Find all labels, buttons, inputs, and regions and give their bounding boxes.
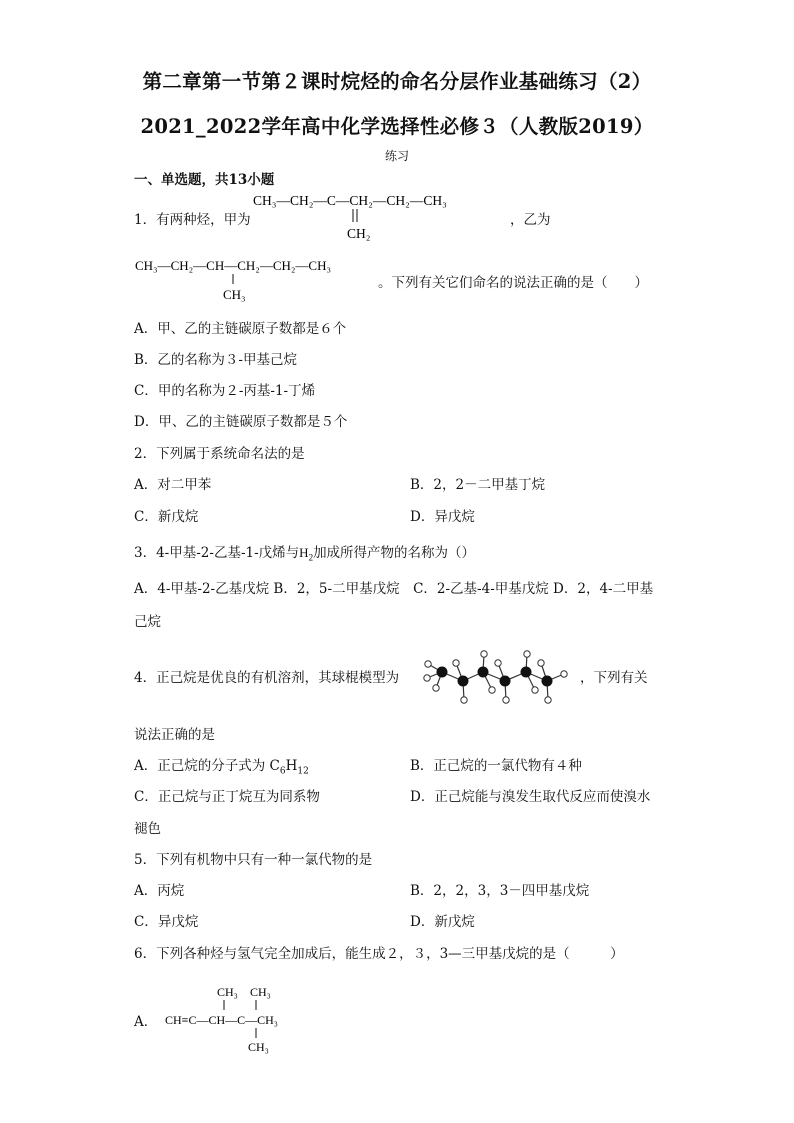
page-title: 第二章第一节第２课时烷烃的命名分层作业基础练习（2） <box>142 70 652 93</box>
q1-option-b[interactable]: B．乙的名称为３-甲基己烷 <box>134 352 297 368</box>
methyl-bottom: CH₃ <box>248 1040 269 1054</box>
q4-stem-b: ，下列有关 <box>580 670 648 686</box>
q5-option-a[interactable]: A．丙烷 <box>134 883 185 899</box>
q1-stem-b: ，乙为 <box>510 212 551 228</box>
q3-options-line2: 己烷 <box>134 614 161 630</box>
q4-option-d-cont: 褪色 <box>134 821 161 837</box>
structure-jia-main: CH₃—CH₂—C—CH₂—CH₂—CH₃ <box>253 193 447 208</box>
page-title-line2: 2021_2022学年高中化学选择性必修３（人教版2019） <box>140 115 654 138</box>
structure-jia-branch: CH₂ <box>347 226 371 241</box>
q1-option-c[interactable]: C．甲的名称为２-丙基-1-丁烯 <box>134 383 316 399</box>
q2-option-b[interactable]: B．2，2－二甲基丁烷 <box>410 477 546 493</box>
q3-stem <box>134 541 475 563</box>
q4-stem-a: 4．正己烷是优良的有机溶剂，其球棍模型为 <box>134 670 400 686</box>
q4-option-a-text: A．正己烷的分子式为 C <box>134 758 280 774</box>
hydrogen-formula <box>299 545 314 563</box>
q5-option-d[interactable]: D．新戊烷 <box>410 914 475 930</box>
h-symbol: H <box>299 545 309 560</box>
structure-yi-main: CH₃—CH₂—CH—CH₂—CH₂—CH₃ <box>135 258 332 273</box>
carbon-subscript: 6 <box>279 766 286 777</box>
q6-option-a-structure <box>162 982 302 1056</box>
q2-stem: 2．下列属于系统命名法的是 <box>134 446 305 462</box>
q6-stem: 6．下列各种烃与氢气完全加成后，能生成２，３，3—三甲基戊烷的是（ ） <box>134 946 624 962</box>
q1-option-a[interactable]: A．甲、乙的主链碳原子数都是６个 <box>134 321 347 337</box>
q6-a-main-chain: CH≡C—CH—C—CH₃ <box>165 1013 278 1027</box>
q1-stem-a: 1．有两种烃，甲为 <box>134 212 251 228</box>
structure-yi <box>133 253 383 305</box>
q2-option-a[interactable]: A．对二甲苯 <box>134 477 212 493</box>
h-subscript: 2 <box>308 552 314 563</box>
q5-option-b[interactable]: B．2，2，3，3－四甲基戊烷 <box>410 883 590 899</box>
hexane-ball-stick-model <box>418 650 578 710</box>
q1-stem-c: 。下列有关它们命名的说法正确的是（ ） <box>378 275 648 291</box>
q2-option-d[interactable]: D．异戊烷 <box>410 509 475 525</box>
h-subscript: 12 <box>297 766 309 777</box>
structure-jia <box>250 188 520 246</box>
q2-option-c[interactable]: C．新戊烷 <box>134 509 199 525</box>
q5-option-c[interactable]: C．异戊烷 <box>134 914 199 930</box>
q4-option-c[interactable]: C．正己烷与正丁烷互为同系物 <box>134 789 320 805</box>
q4-stem-c: 说法正确的是 <box>134 727 215 743</box>
q4-option-a[interactable] <box>134 754 309 777</box>
h-symbol: H <box>285 758 298 774</box>
methyl-top-left: CH₃ <box>217 985 238 999</box>
section-heading: 一、单选题，共13小题 <box>134 172 275 188</box>
page-subtitle: 练习 <box>384 149 409 163</box>
q4-option-b[interactable]: B．正己烷的一氯代物有４种 <box>410 758 582 774</box>
q6-option-a[interactable]: A． <box>134 1014 158 1030</box>
q4-option-d[interactable]: D．正己烷能与溴发生取代反应而使溴水 <box>410 789 651 805</box>
q3-stem-b: 加成所得产物的名称为（） <box>313 545 476 561</box>
methyl-top-right: CH₃ <box>250 985 271 999</box>
q1-option-d[interactable]: D．甲、乙的主链碳原子数都是５个 <box>134 414 348 430</box>
q3-stem-a: 3．4-甲基-2-乙基-1-戊烯与 <box>134 545 300 561</box>
q3-options-line1[interactable]: A．4-甲基-2-乙基戊烷 B．2，5-二甲基戊烷 C．2-乙基-4-甲基戊烷 D．2，4-二甲基 <box>134 581 654 597</box>
q5-stem: 5．下列有机物中只有一种一氯代物的是 <box>134 852 373 868</box>
structure-yi-branch: CH₃ <box>223 287 246 302</box>
